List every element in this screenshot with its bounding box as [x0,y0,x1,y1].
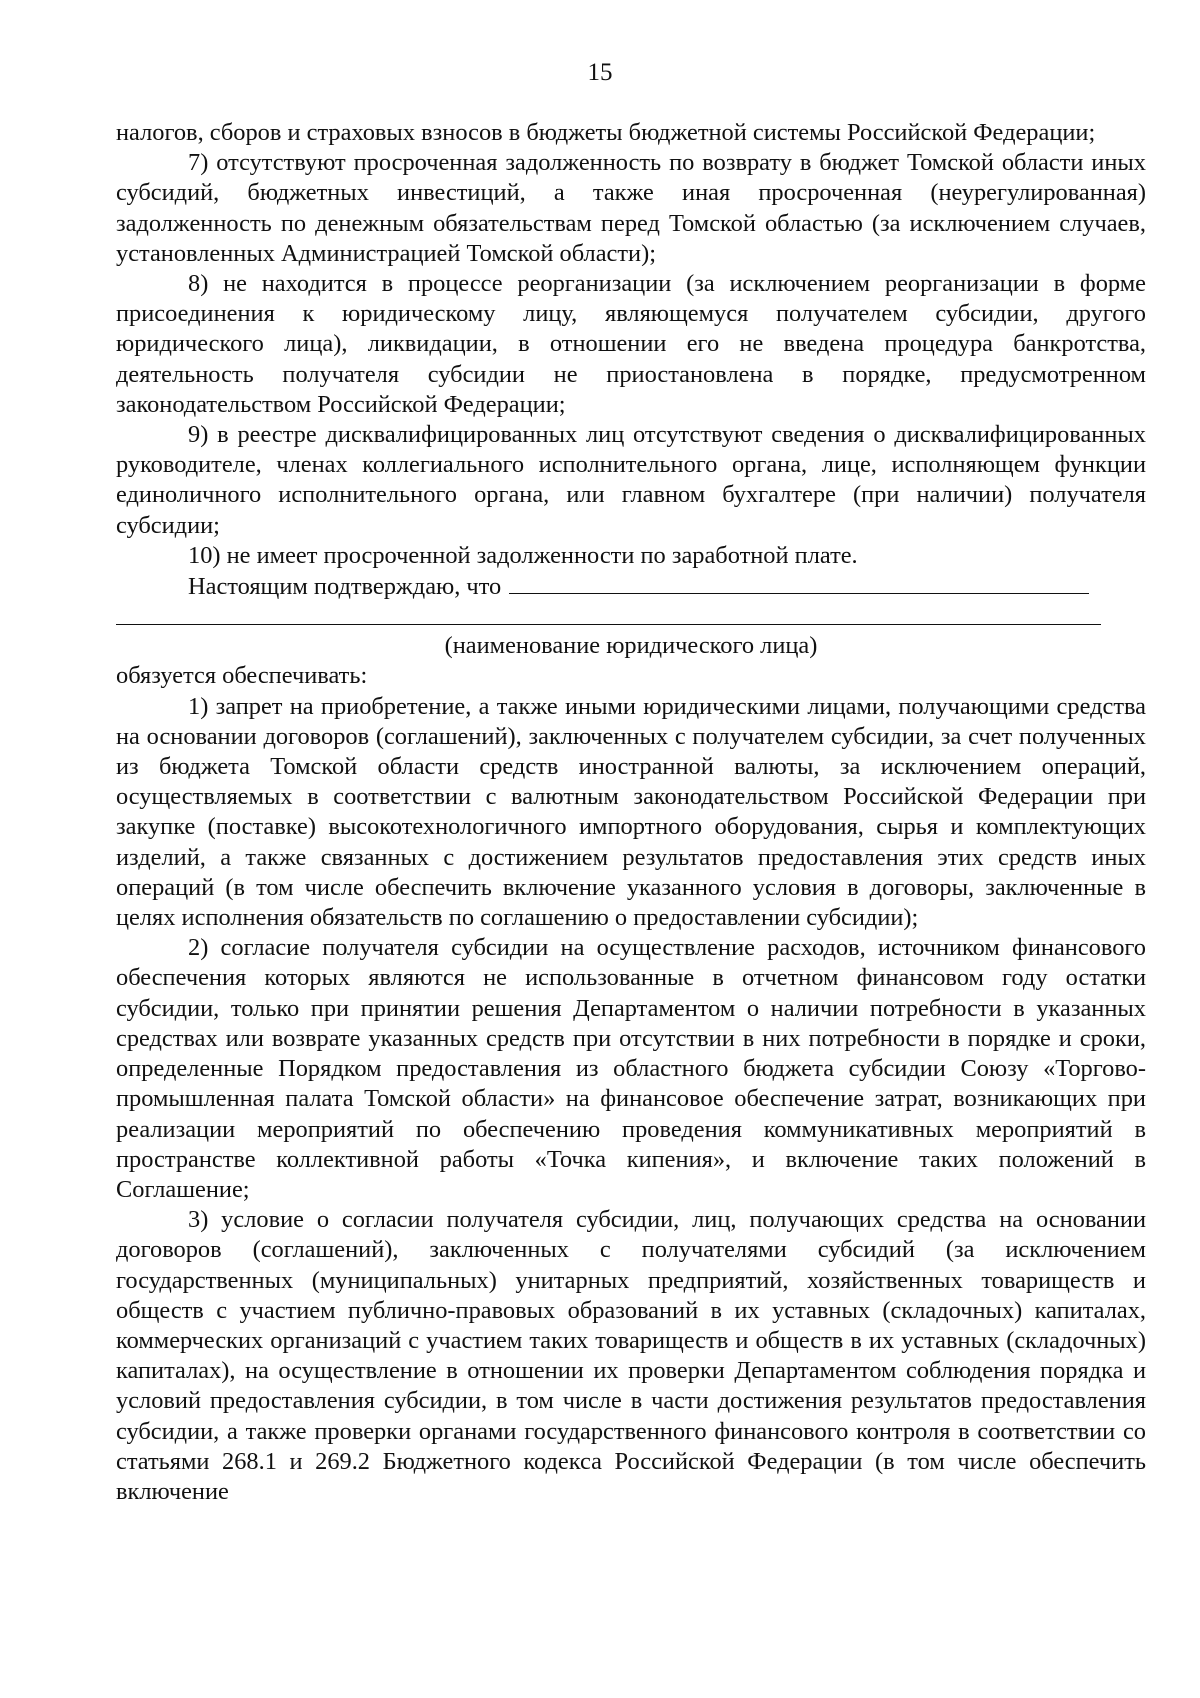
document-body [116,118,1146,1507]
obliges-heading: обязуется обеспечивать: [116,662,368,690]
paragraph-obligation-3: 3) условие о согласии получателя субсидии, лиц, получающих средства на основании договоров (соглашений), заключенных с получателями субсидий (за исключением государственных (муниципальных) унитарных предприятий, хозяйственных товариществ и обществ с участием публично-правовых образований в их уставных (складочных) капиталах, коммерческих организаций с участием таких товариществ и обществ в их уставных (складочных) капиталах), на осуществление в отношении их проверки Департаментом соблюдения порядка и условий предоставления субсидии, в том числе в части достижения результатов предоставления субсидии, а также проверки органами государственного финансового контроля в соответствии со статьями 268.1 и 269.2 Бюджетного кодекса Российской Федерации (в том числе обеспечить включение [116,1206,1146,1505]
paragraph-obligation-1: 1) запрет на приобретение, а также иными юридическими лицами, получающими средства на основании договоров (соглашений), заключенных с получателем субсидии, за счет полученных из бюджета Томской области средств иностранной валюты, за исключением операций, осуществляемых в соответствии с валютным законодательством Российской Федерации при закупке (поставке) высокотехнологичного импортного оборудования, сырья и комплектующих изделий, а также связанных с достижением результатов предоставления этих средств иных операций (в том числе обеспечить включение указанного условия в договоры, заключенные в целях исполнения обязательств по соглашению о предоставлении субсидии); [116,692,1146,932]
paragraph-taxes: налогов, сборов и страховых взносов в бюджеты бюджетной системы Российской Федерации; [116,119,1096,146]
legal-entity-blank-line-2 [116,602,1101,625]
confirm-text: Настоящим подтверждаю, что [188,573,502,601]
paragraph-item-7: 7) отсутствуют просроченная задолженность по возврату в бюджет Томской области иных субсидий, бюджетных инвестиций, а также иная просроченная (неурегулированная) задолженность по денежным обязательствам перед Томской областью (за исключением случаев, установленных Администрацией Томской области); [116,149,1146,267]
legal-entity-caption: (наименование юридического лица) [444,632,818,660]
confirm-line [116,571,1146,602]
paragraph-obligation-2: 2) согласие получателя субсидии на осуществление расходов, источником финансового обеспечения которых являются не использованные в отчетном финансовом году остатки субсидии, только при принятии решения Департаментом о наличии потребности в указанных средствах или возврате указанных средств при отсутствии в них потребности в порядке и сроки, определенные Порядком предоставления из областного бюджета субсидии Союзу «Торгово-промышленная палата Томской области» на финансовое обеспечение затрат, возникающих при реализации мероприятий по обеспечению проведения коммуникативных мероприятий в пространстве коллективной работы «Точка кипения», и включение таких положений в Соглашение; [116,934,1146,1203]
paragraph-item-8: 8) не находится в процессе реорганизации (за исключением реорганизации в форме присоединения к юридическому лицу, являющемуся получателем субсидии, другого юридического лица), ликвидации, в отношении его не введена процедура банкротства, деятельность получателя субсидии не приостановлена в порядке, предусмотренном законодательством Российской Федерации; [116,270,1146,418]
legal-entity-blank-line-1 [509,571,1089,594]
paragraph-item-10: 10) не имеет просроченной задолженности по заработной плате. [188,541,858,569]
paragraph-item-9: 9) в реестре дисквалифицированных лиц отсутствуют сведения о дисквалифицированных руководителе, членах коллегиального исполнительного органа, лице, исполняющем функции единоличного исполнительного органа, или главном бухгалтере (при наличии) получателя субсидии; [116,421,1146,539]
page-number: 15 [587,59,613,86]
